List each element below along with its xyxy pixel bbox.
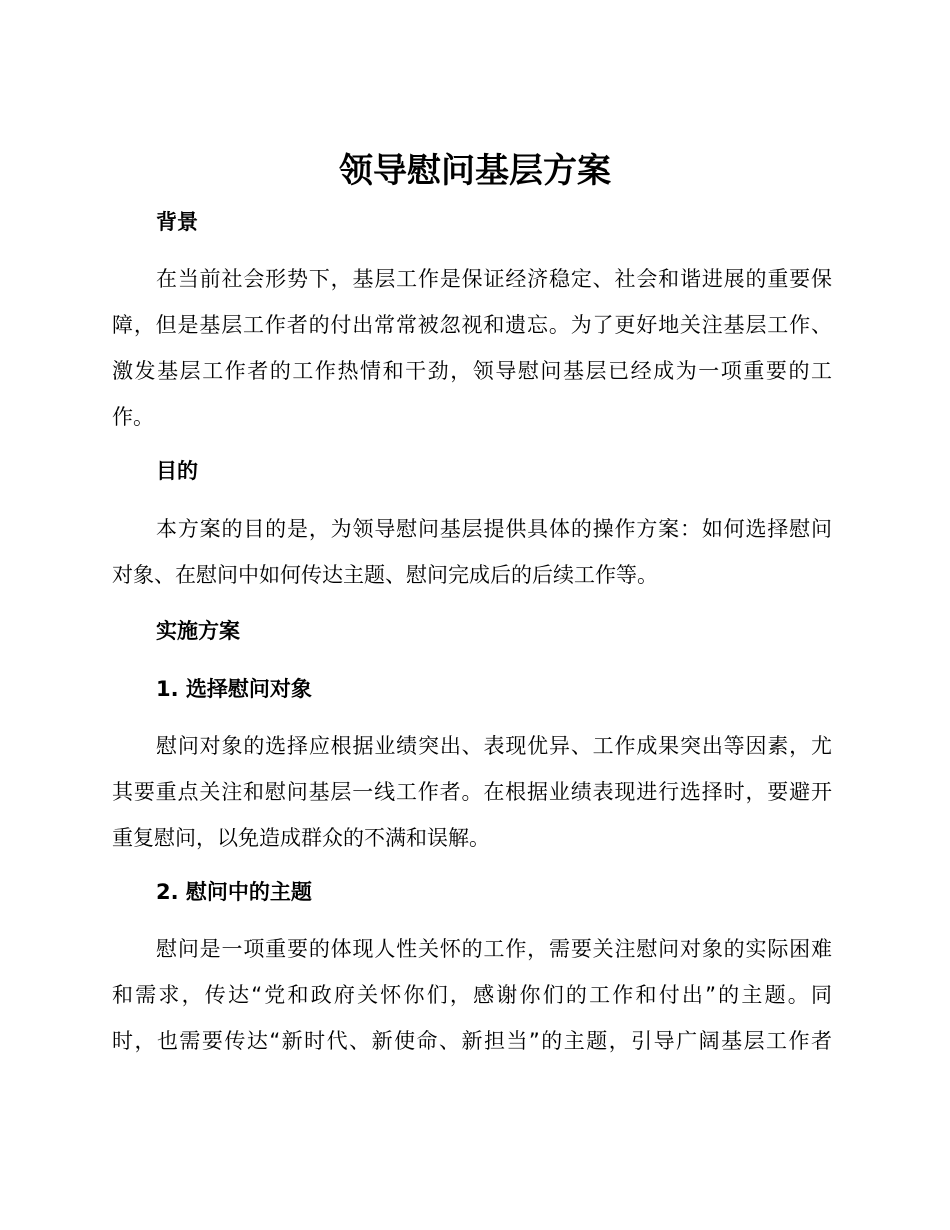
paragraph-purpose [112,506,832,598]
paragraph-line: 障，但是基层工作者的付出常常被忽视和遗忘。为了更好地关注基层工作、 [112,313,832,337]
paragraph-line: 和需求，传达“党和政府关怀你们，感谢你们的工作和付出”的主题。同 [112,983,832,1007]
paragraph-line: 本方案的目的是，为领导慰问基层提供具体的操作方案：如何选择慰问 [156,517,832,541]
paragraph-step2 [112,926,832,1064]
paragraph-line: 重复慰问，以免造成群众的不满和误解。 [112,826,490,850]
paragraph-line: 时，也需要传达“新时代、新使命、新担当”的主题，引导广阔基层工作者 [112,1029,832,1053]
paragraph-step1 [112,723,832,861]
paragraph-line: 作。 [112,405,154,429]
section-heading-purpose: 目的 [156,459,198,483]
section-heading-background: 背景 [156,210,198,234]
paragraph-line: 慰问对象的选择应根据业绩突出、表现优异、工作成果突出等因素，尤 [156,734,832,758]
paragraph-line: 其要重点关注和慰问基层一线工作者。在根据业绩表现进行选择时，要避开 [112,780,832,804]
document-title: 领导慰问基层方案 [339,151,611,191]
paragraph-line: 激发基层工作者的工作热情和干劲，领导慰问基层已经成为一项重要的工 [112,359,832,383]
paragraph-line: 在当前社会形势下，基层工作是保证经济稳定、社会和谐进展的重要保 [156,267,832,291]
subsection-heading-step2: 2. 慰问中的主题 [156,880,312,904]
paragraph-line: 慰问是一项重要的体现人性关怀的工作，需要关注慰问对象的实际困难 [156,937,832,961]
paragraph-background [112,256,832,440]
paragraph-line: 对象、在慰问中如何传达主题、慰问完成后的后续工作等。 [112,563,658,587]
section-heading-implementation: 实施方案 [156,619,240,643]
subsection-heading-step1: 1. 选择慰问对象 [156,677,312,701]
